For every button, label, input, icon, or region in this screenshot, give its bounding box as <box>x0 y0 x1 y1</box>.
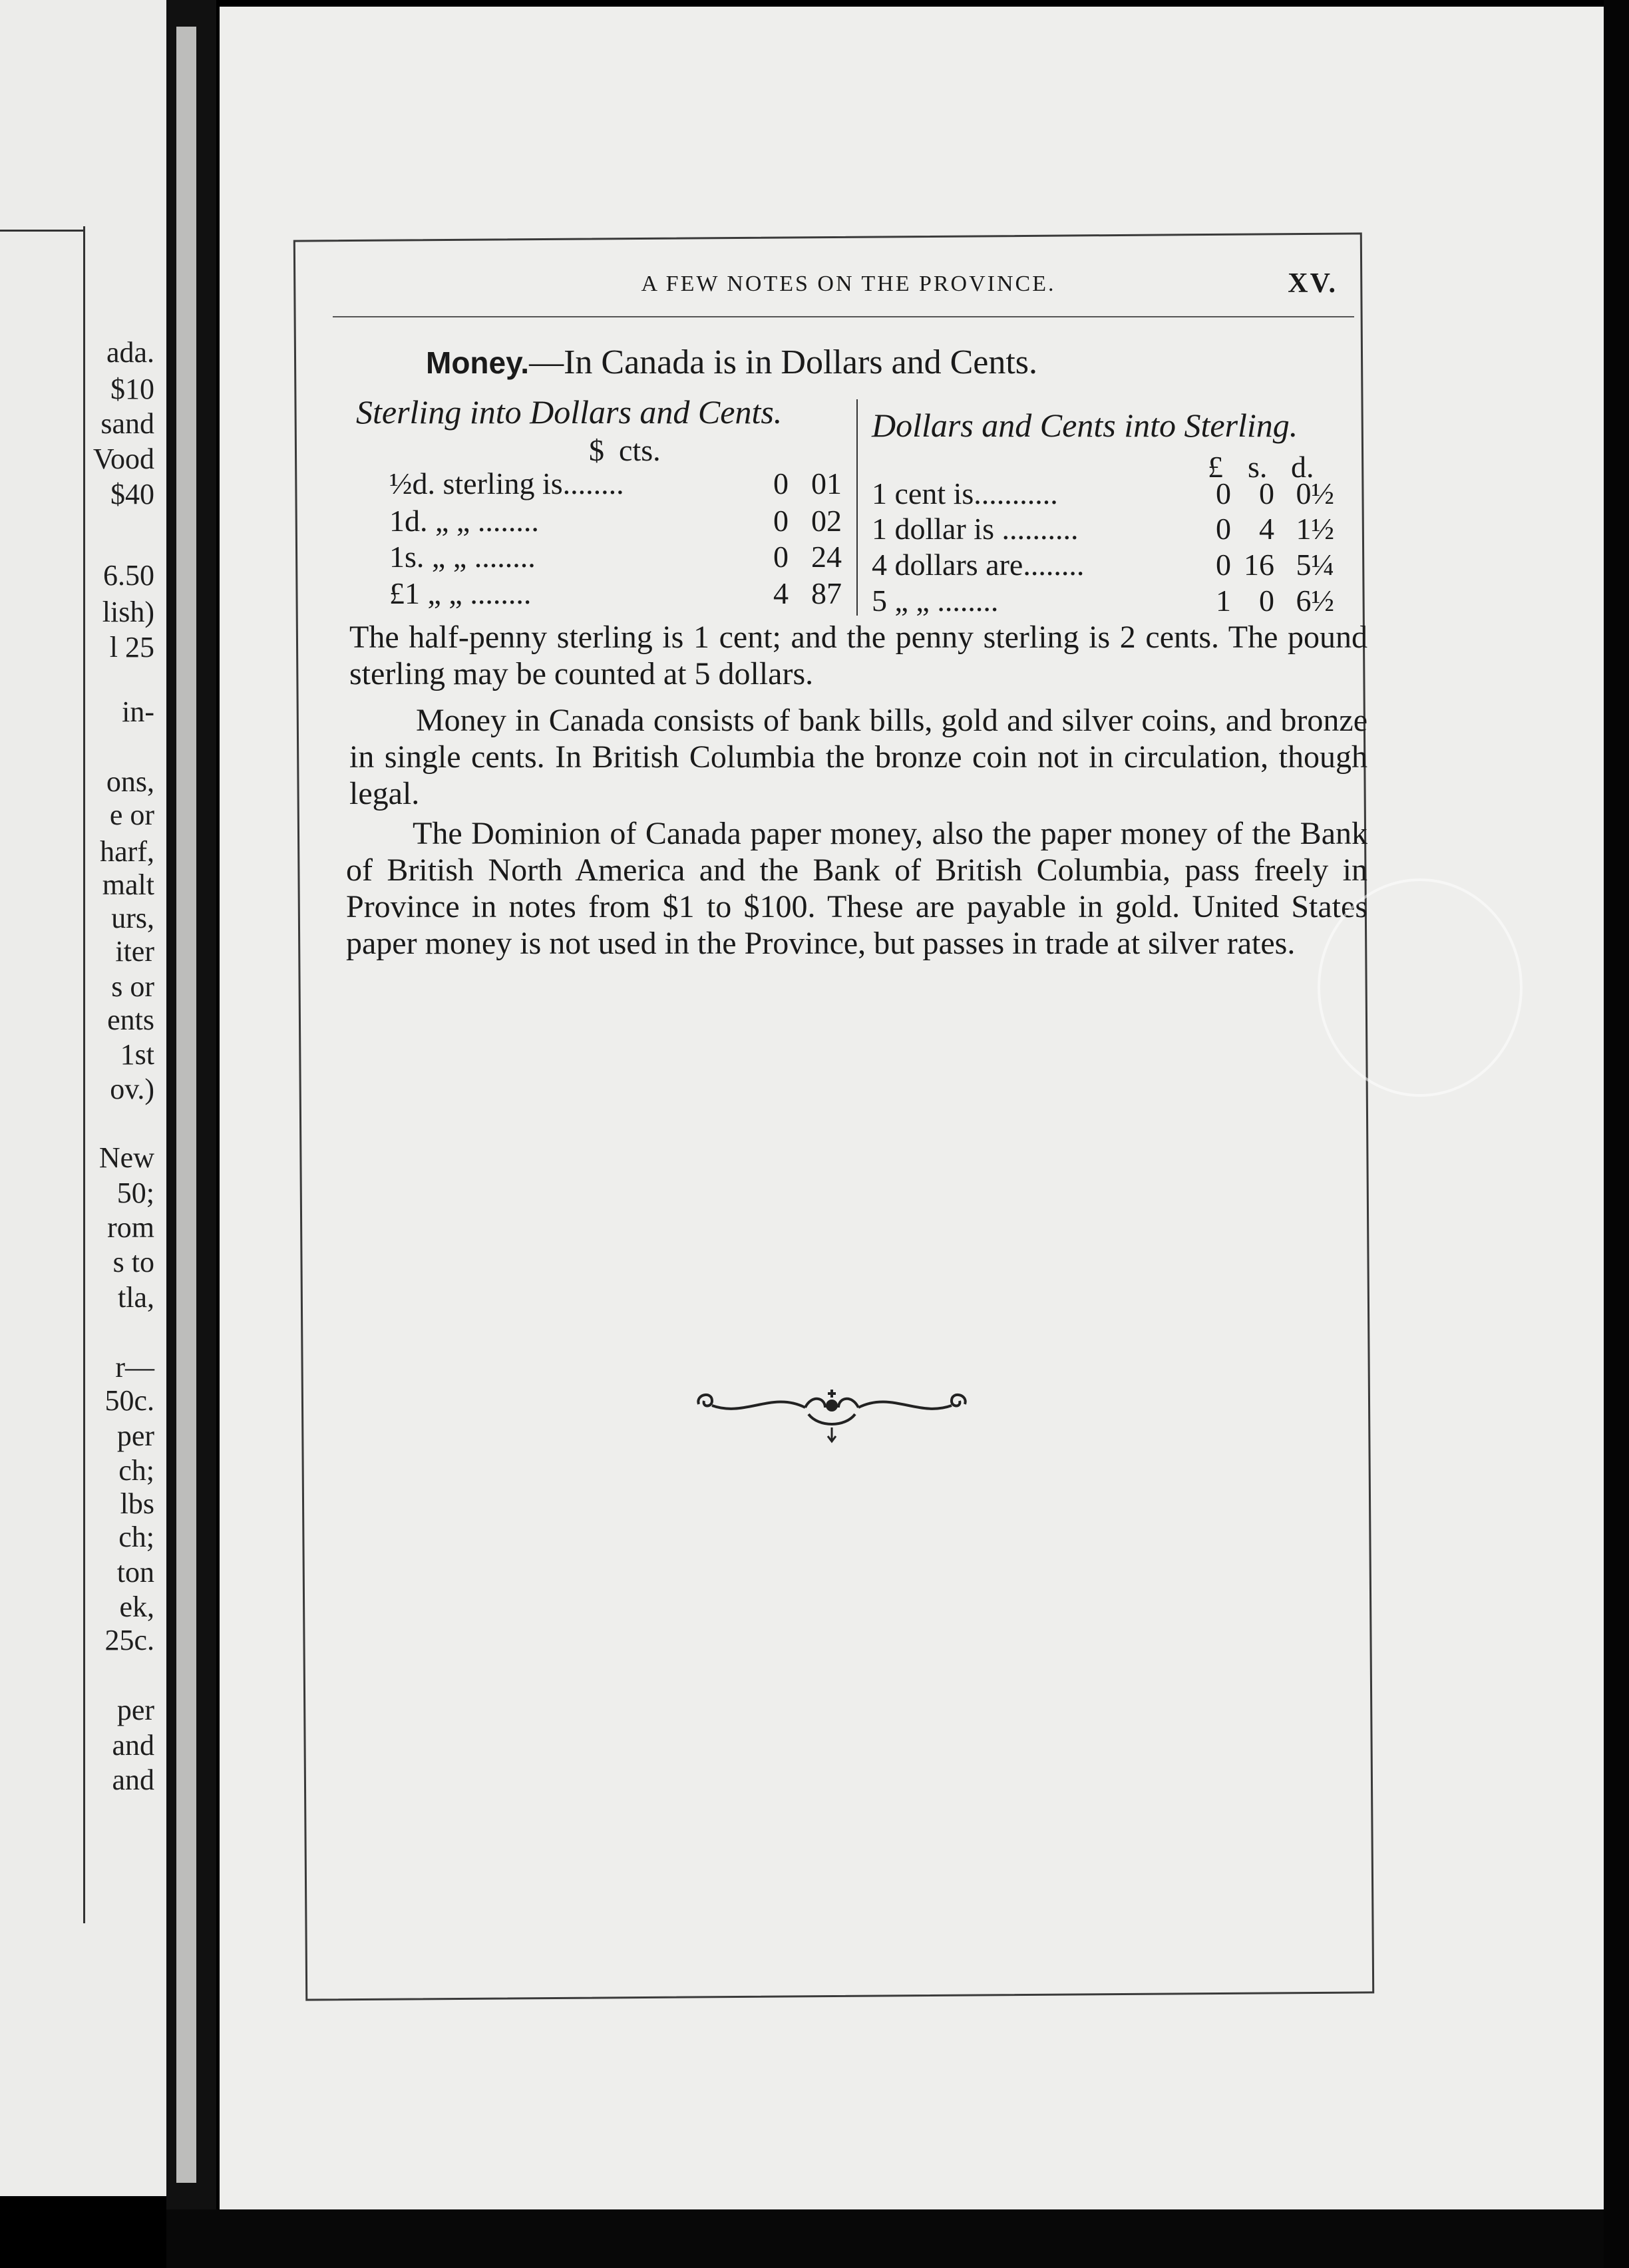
paragraph-paper-money: The Dominion of Canada paper money, also the paper money of the Bank of British North America and the Bank of British Columbia, pass freely in Province in notes from $1 to $100. These are payable in gold. United States paper money is not used in the Province, but passes in trade at silver rates. <box>346 816 1367 961</box>
left-page-fragment: $10 <box>110 373 154 405</box>
row-cents: 24 <box>811 540 842 574</box>
table-row <box>872 476 1338 512</box>
table-row <box>389 466 842 502</box>
left-page-fragment: ton <box>116 1556 154 1589</box>
row-label: 1s. „ „ ........ <box>389 540 536 574</box>
row-cents: 01 <box>811 467 842 500</box>
left-page-fragment: ons, <box>106 765 154 798</box>
left-page-fragment: lish) <box>102 596 154 628</box>
left-page-fragment: and <box>112 1729 154 1762</box>
left-page-fragment: ch; <box>118 1454 154 1487</box>
left-page-fragment: in- <box>122 695 154 728</box>
row-cents: 87 <box>811 576 842 610</box>
money-heading: Money. <box>426 345 530 380</box>
row-label: ½d. sterling is........ <box>389 467 624 500</box>
left-page-fragment: 50; <box>116 1177 154 1209</box>
money-intro-text: —In Canada is in Dollars and Cents. <box>529 343 1038 381</box>
left-page-fragment: tla, <box>118 1281 154 1314</box>
row-shillings: 0 <box>1259 584 1274 618</box>
left-page-fragment: urs, <box>111 902 154 934</box>
page-number: XV. <box>1288 268 1338 299</box>
table-row <box>872 511 1338 547</box>
left-page-fragment: harf, <box>100 835 154 868</box>
left-page-fragment: e or <box>109 799 154 831</box>
table-column-divider <box>856 399 858 616</box>
left-page-fragment: l 25 <box>109 631 154 663</box>
running-head <box>339 266 1358 306</box>
row-label: 1 dollar is .......... <box>872 512 1079 546</box>
left-page-fragment: per <box>116 1419 154 1452</box>
left-facing-page <box>0 0 166 2196</box>
unit-pence: d. <box>1291 450 1314 484</box>
paragraph-sterling-note: The half-penny sterling is 1 cent; and the penny sterling is 2 cents. The pound sterling may be counted at 5 dollars. <box>349 620 1367 691</box>
row-pence: 0½ <box>1296 476 1334 510</box>
left-page-fragment: ada. <box>106 336 154 369</box>
left-page-top-rule <box>0 230 85 232</box>
row-pounds: 0 <box>1216 512 1231 546</box>
gutter-edge <box>176 27 196 2183</box>
left-page-fragment: r— <box>115 1351 154 1384</box>
left-page-fragment: ents <box>107 1004 154 1036</box>
row-label: 5 „ „ ........ <box>872 584 999 618</box>
left-page-fragment: $40 <box>110 478 154 510</box>
left-page-fragment: 1st <box>120 1038 154 1071</box>
row-label: 1d. „ „ ........ <box>389 504 539 538</box>
row-label: 1 cent is........... <box>872 476 1058 510</box>
running-title: A FEW NOTES ON THE PROVINCE. <box>641 272 1056 296</box>
paragraph-money-composition: Money in Canada consists of bank bills, gold and silver coins, and bronze in single cents. In British Columbia the bronze coin not in circulation, though legal. <box>349 703 1367 811</box>
unit-shillings: s. <box>1248 450 1268 484</box>
page-bottom-edge <box>166 2209 1604 2268</box>
row-label: 4 dollars are........ <box>872 548 1085 582</box>
left-page-fragment: lbs <box>120 1487 154 1520</box>
unit-dollar-symbol: $ <box>589 433 604 467</box>
unit-pound: £ <box>1208 450 1223 484</box>
row-dollars: 0 <box>773 540 789 574</box>
left-page-rule <box>83 226 85 1923</box>
library-stamp-icon <box>1318 878 1523 1097</box>
row-dollars: 0 <box>773 504 789 538</box>
left-page-fragment: s to <box>112 1246 154 1278</box>
row-pence: 6½ <box>1296 584 1334 618</box>
row-pounds: 1 <box>1216 584 1231 618</box>
unit-cents: cts. <box>619 433 661 467</box>
row-pounds: 0 <box>1216 476 1231 510</box>
table-row <box>389 539 842 575</box>
left-page-fragment: and <box>112 1764 154 1796</box>
left-page-fragment: 50c. <box>104 1384 154 1417</box>
dollars-to-sterling-heading: Dollars and Cents into Sterling. <box>872 407 1298 444</box>
table-row <box>872 583 1338 619</box>
left-page-fragment: rom <box>107 1211 154 1244</box>
row-pounds: 0 <box>1216 548 1231 582</box>
left-page-fragment: sand <box>100 407 154 440</box>
row-label: £1 „ „ ........ <box>389 576 532 610</box>
table-row <box>872 547 1338 583</box>
left-page-fragment: per <box>116 1694 154 1726</box>
left-page-fragment: ek, <box>119 1591 154 1623</box>
row-shillings: 4 <box>1259 512 1274 546</box>
left-page-fragment: iter <box>115 935 154 968</box>
row-dollars: 0 <box>773 467 789 500</box>
left-page-fragment: 25c. <box>104 1624 154 1656</box>
left-page-fragment: ov.) <box>110 1073 154 1105</box>
left-page-fragment: malt <box>102 868 154 901</box>
book-page <box>220 7 1604 2209</box>
row-dollars: 4 <box>773 576 789 610</box>
header-rule <box>333 316 1354 317</box>
scroll-flourish-icon <box>692 1378 972 1451</box>
row-shillings: 16 <box>1244 548 1274 582</box>
row-cents: 02 <box>811 504 842 538</box>
table-row <box>389 503 842 539</box>
left-page-fragment: s or <box>111 970 154 1003</box>
table-row <box>389 576 842 612</box>
left-page-fragment: 6.50 <box>103 559 154 592</box>
money-section-intro <box>426 343 1037 382</box>
left-page-fragment: ch; <box>118 1521 154 1553</box>
page-right-edge <box>1604 0 1629 2268</box>
row-shillings: 0 <box>1259 476 1274 510</box>
sterling-to-dollars-heading: Sterling into Dollars and Cents. <box>356 393 783 431</box>
row-pence: 1½ <box>1296 512 1334 546</box>
left-page-fragment: Vood <box>92 443 154 475</box>
row-pence: 5¼ <box>1296 548 1334 582</box>
left-page-fragment: New <box>98 1141 154 1174</box>
